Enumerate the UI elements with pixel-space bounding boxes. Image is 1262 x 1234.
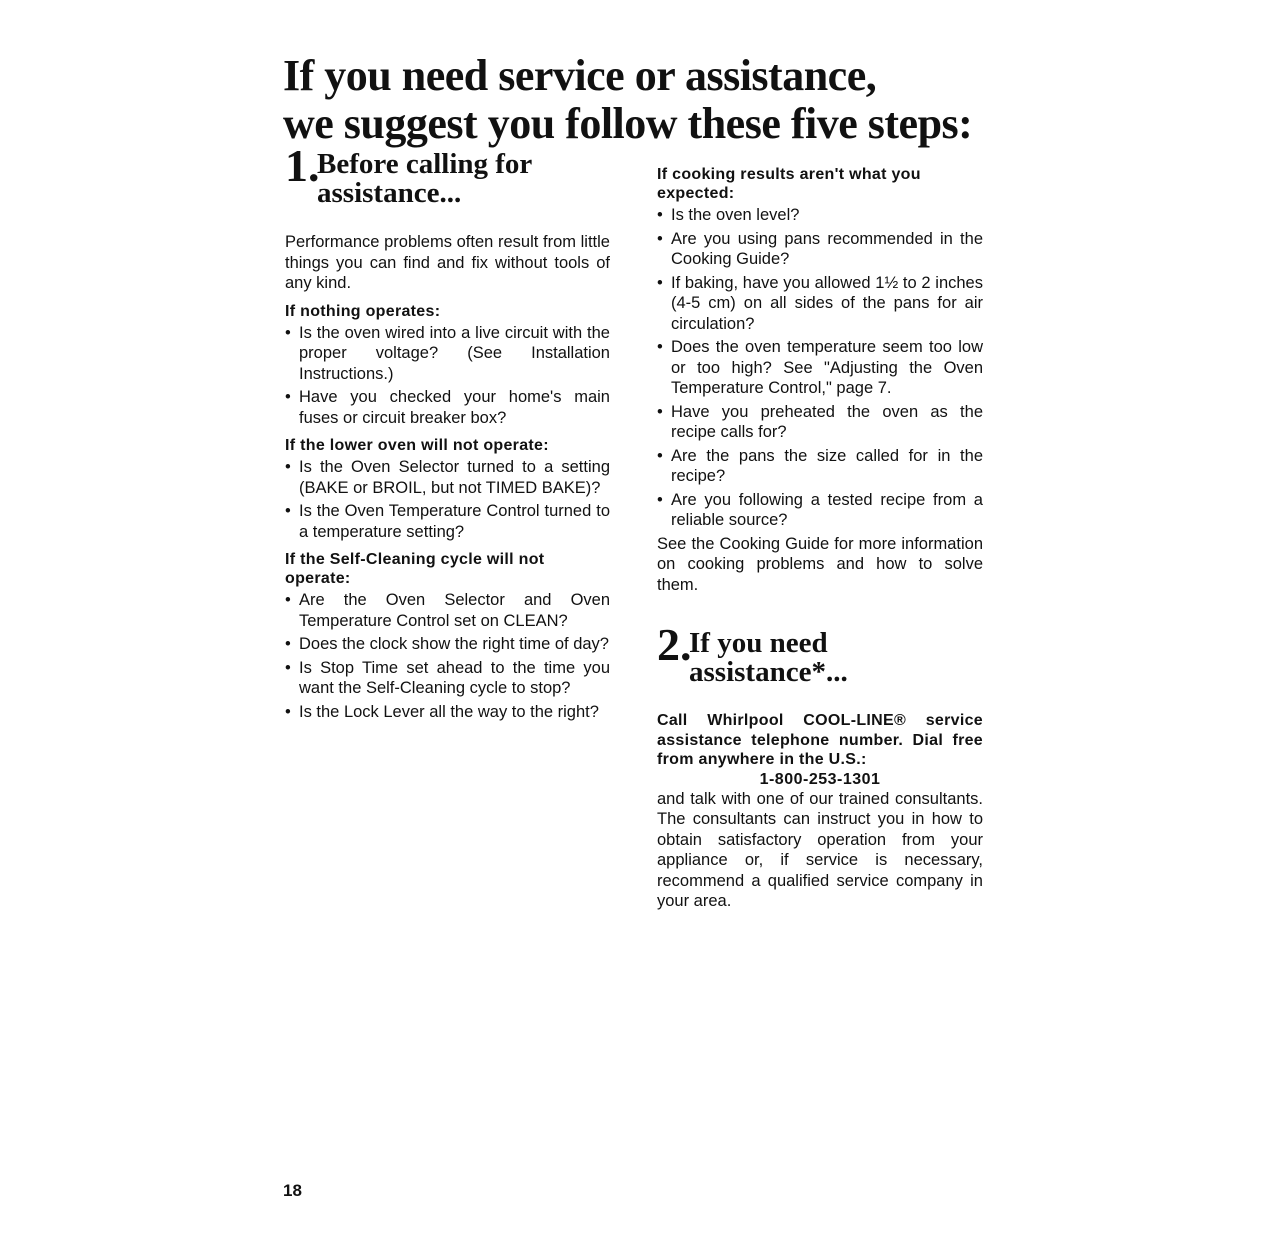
list-item: • Does the oven temperature seem too low or too high? See "Adjusting the Oven Temperature Control," page 7. (657, 337, 983, 399)
step-2-body: and talk with one of our trained consultants. The consultants can instruct you in how to obtain satisfactory operation from your appliance or, if service is necessary, recommend a qualified service company in your area. (657, 789, 983, 910)
list-item: • Is Stop Time set ahead to the time you want the Self-Cleaning cycle to stop? (285, 658, 610, 699)
self-cleaning-list (285, 590, 610, 722)
cooking-results-heading: If cooking results aren't what you expected: (657, 166, 921, 202)
list-item: • If baking, have you allowed 1½ to 2 inches (4-5 cm) on all sides of the pans for air circulation? (657, 273, 983, 335)
lower-oven-heading: If the lower oven will not operate: (285, 437, 549, 454)
list-item: • Have you checked your home's main fuses or circuit breaker box? (285, 387, 610, 428)
phone-number: 1-800-253-1301 (759, 770, 881, 788)
step-1-intro: Performance problems often result from little things you can find and fix without tools of any kind. (285, 233, 610, 292)
step-1-title: Before calling for assistance... (317, 148, 533, 209)
headline-line-2: we suggest you follow these five steps: (283, 99, 973, 148)
list-item: • Is the Lock Lever all the way to the right? (285, 702, 610, 723)
list-item: • Is the Oven Selector turned to a setting (BAKE or BROIL, but not TIMED BAKE)? (285, 457, 610, 498)
self-cleaning-heading: If the Self-Cleaning cycle will not operate: (285, 551, 545, 587)
cool-line-call: Call Whirlpool COOL-LINE® service assistance telephone number. Dial free from anywhere in the U.S.: (657, 712, 983, 768)
step-1-number: 1. (285, 140, 320, 191)
list-item: • Have you preheated the oven as the recipe calls for? (657, 402, 983, 443)
list-item: • Are you following a tested recipe from a reliable source? (657, 490, 983, 531)
page-headline (283, 52, 1183, 148)
list-item: • Is the Oven Temperature Control turned to a temperature setting? (285, 501, 610, 542)
list-item: • Are you using pans recommended in the Cooking Guide? (657, 229, 983, 270)
step-2-title: If you need assistance*... (689, 627, 848, 688)
list-item: • Does the clock show the right time of day? (285, 634, 610, 655)
lower-oven-list (285, 457, 610, 542)
step-2-number: 2. (657, 619, 692, 670)
right-column (657, 165, 983, 912)
nothing-operates-list (285, 323, 610, 429)
left-column (285, 140, 610, 725)
step-2-heading (657, 619, 983, 688)
list-item: • Is the oven level? (657, 205, 983, 226)
cooking-results-list (657, 205, 983, 531)
nothing-operates-heading: If nothing operates: (285, 302, 441, 320)
cooking-guide-note: See the Cooking Guide for more information on cooking problems and how to solve them. (657, 534, 983, 594)
list-item: • Are the pans the size called for in the recipe? (657, 446, 983, 487)
headline-line-1: If you need service or assistance, (283, 51, 877, 100)
step-1-heading (285, 140, 610, 209)
list-item: • Are the Oven Selector and Oven Temperature Control set on CLEAN? (285, 590, 610, 631)
page-number: 18 (283, 1181, 302, 1200)
list-item: • Is the oven wired into a live circuit with the proper voltage? (See Installation Instructions.) (285, 323, 610, 385)
